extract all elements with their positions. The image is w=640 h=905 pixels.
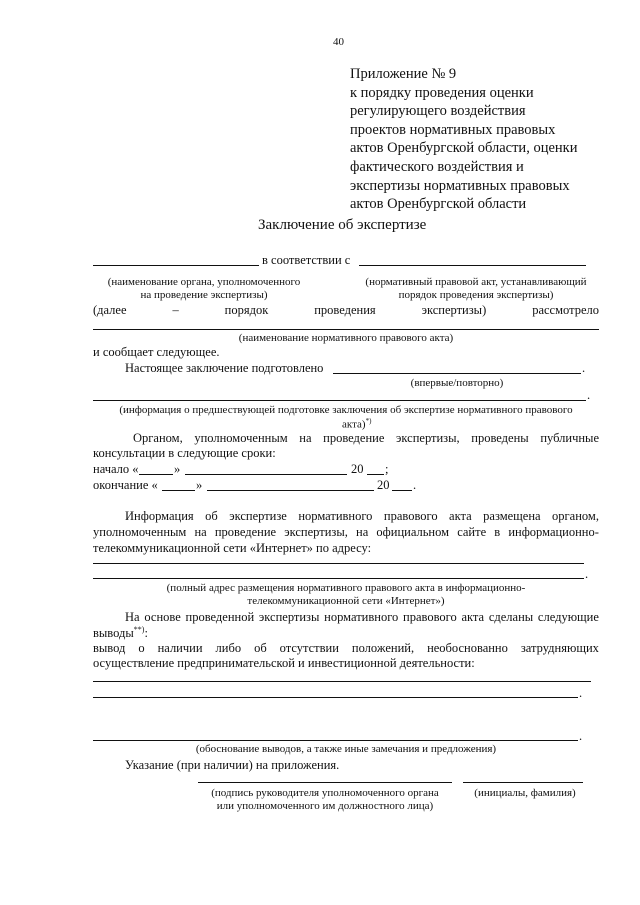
document-title: Заключение об экспертизе xyxy=(258,217,427,233)
prepared-label: Настоящее заключение подготовлено xyxy=(125,361,324,375)
word: уполномоченным xyxy=(194,431,288,445)
word: органом, xyxy=(552,509,599,523)
period: . xyxy=(413,478,417,492)
blank-first-repeat xyxy=(333,373,581,374)
caption-act-2: порядок проведения экспертизы) xyxy=(398,289,554,301)
word: акта xyxy=(449,509,472,523)
appendix-line: к порядку проведения оценки xyxy=(350,84,534,101)
blank-prev-info xyxy=(93,400,586,401)
word: проведения xyxy=(314,303,376,317)
word: об xyxy=(254,641,267,655)
caption-organ-2: на проведение экспертизы) xyxy=(140,289,268,301)
word: основе xyxy=(144,610,181,624)
blank-organ xyxy=(93,265,259,266)
quote-close: » xyxy=(174,462,181,476)
word: экспертизы, xyxy=(396,431,460,445)
caption-organ-1: (наименование органа, уполномоченного xyxy=(107,276,301,288)
appendix-line: Приложение № 9 xyxy=(350,66,457,82)
word: сайте xyxy=(457,525,487,539)
word: Информация xyxy=(125,509,194,523)
blank-finding-2 xyxy=(93,697,578,698)
consult-line-2: консультации в следующие сроки: xyxy=(93,446,276,460)
appendix-line: актов Оренбургской области, оценки xyxy=(350,140,578,157)
blank-start-year xyxy=(367,474,384,475)
finding-line-1 xyxy=(93,642,599,655)
start-year-prefix: 20 xyxy=(351,462,364,476)
word: официальном xyxy=(376,525,450,539)
blank-address-2 xyxy=(93,578,584,579)
colon: : xyxy=(144,626,148,641)
blank-finish-day xyxy=(162,490,195,491)
blank-finding-1 xyxy=(93,681,591,682)
blank-finish-month xyxy=(207,490,374,491)
word: рассмотрело xyxy=(532,303,599,317)
appendix-line: проектов нормативных правовых xyxy=(350,121,556,138)
attachments-text: Указание (при наличии) на приложения. xyxy=(125,758,340,772)
blank-start-month xyxy=(185,474,347,475)
blank-act-name xyxy=(93,329,599,330)
consult-line-1 xyxy=(133,432,599,445)
word: публичные xyxy=(540,431,599,445)
blank-regulation xyxy=(359,265,586,266)
word: об xyxy=(205,509,218,523)
word: на xyxy=(194,525,207,539)
appendix-line: регулирующего воздействия xyxy=(350,103,526,120)
appendix-line: экспертизы нормативных правовых xyxy=(350,177,570,194)
blank-signature xyxy=(198,782,452,783)
blank-initials xyxy=(463,782,583,783)
word: размещена xyxy=(483,509,541,523)
page-number: 40 xyxy=(333,36,344,48)
word: нормативного xyxy=(298,509,373,523)
word: Органом, xyxy=(133,431,183,445)
word: нормативного xyxy=(324,610,399,624)
word: акта xyxy=(461,610,485,624)
word: – xyxy=(172,303,179,317)
blank-address-1 xyxy=(93,563,584,564)
period: . xyxy=(585,567,589,581)
info-line-1 xyxy=(125,510,599,523)
start-label: начало « xyxy=(93,462,139,476)
blank-start-day xyxy=(139,474,173,475)
caption-initials: (инициалы, фамилия) xyxy=(474,787,576,799)
caption-prev-info-1: (информация о предшествующей подготовке заключения об экспертизе нормативного правового xyxy=(119,404,573,416)
caption-signature-2: или уполномоченного им должностного лица) xyxy=(216,800,434,812)
caption-signature-1: (подпись руководителя уполномоченного органа xyxy=(211,787,439,799)
word: экспертизы, xyxy=(284,525,348,539)
word: экспертизы) xyxy=(421,303,487,317)
info-line-3: телекоммуникационной сети «Интернет» по адресу: xyxy=(93,541,372,555)
info-line-2 xyxy=(93,526,599,539)
appendix-line: фактического воздействия и xyxy=(350,158,524,175)
caption-address-1: (полный адрес размещения нормативного правового акта в информационно- xyxy=(166,582,526,594)
quote-close: » xyxy=(196,478,203,492)
word: положений, xyxy=(351,641,415,655)
caption-prev-info-2 xyxy=(342,418,371,431)
word: экспертизе xyxy=(229,509,287,523)
word: уполномоченным xyxy=(93,525,187,539)
finish-year-prefix: 20 xyxy=(377,478,390,492)
word: в xyxy=(494,525,501,539)
conclusion-text: выводы xyxy=(93,626,134,641)
caption-first-repeat: (впервые/повторно) xyxy=(410,377,504,389)
caption-reasons: (обоснование выводов, а также иные замечания и предложения) xyxy=(195,743,497,755)
caption-text: акта) xyxy=(342,418,366,431)
period: . xyxy=(582,361,586,375)
word: правового xyxy=(383,509,438,523)
conclusion-line-1 xyxy=(125,611,599,624)
caption-act-name: (наименование нормативного правового акта) xyxy=(238,332,454,344)
word: проведение xyxy=(323,431,385,445)
conclusion-line-2 xyxy=(93,626,148,640)
word: проведенной xyxy=(185,610,255,624)
caption-address-2: телекоммуникационной сети «Интернет») xyxy=(247,595,445,607)
word: сделаны xyxy=(488,610,534,624)
finish-label: окончание « xyxy=(93,478,158,492)
word: на xyxy=(299,431,312,445)
further-line xyxy=(93,304,599,317)
footnote-mark: *) xyxy=(365,417,372,425)
word: необоснованно xyxy=(427,641,508,655)
reports-text: и сообщает следующее. xyxy=(93,345,220,359)
word: порядок xyxy=(224,303,269,317)
word: экспертизы xyxy=(258,610,320,624)
word: наличии xyxy=(157,641,203,655)
semicolon: ; xyxy=(385,462,389,476)
word: отсутствии xyxy=(279,641,339,655)
appendix-header xyxy=(350,65,577,214)
finding-line-2: осуществление предпринимательской и инвестиционной деятельности: xyxy=(93,656,475,670)
period: . xyxy=(579,729,583,743)
blank-reasons xyxy=(93,740,578,741)
word: правового xyxy=(403,610,457,624)
period: . xyxy=(587,388,591,402)
word: На xyxy=(125,610,140,624)
word: на xyxy=(356,525,369,539)
blank-finish-year xyxy=(392,490,412,491)
word: проведены xyxy=(471,431,529,445)
word: проведение xyxy=(214,525,277,539)
appendix-line: актов Оренбургской области xyxy=(350,196,527,213)
word: следующие xyxy=(537,610,599,624)
word: о xyxy=(138,641,145,655)
word: (далее xyxy=(93,303,127,317)
caption-act-1: (нормативный правовой акт, устанавливающий xyxy=(365,276,587,288)
footnote-mark: **) xyxy=(133,625,145,634)
period: . xyxy=(579,686,583,700)
word: либо xyxy=(215,641,242,655)
word: информационно- xyxy=(508,525,599,539)
word: вывод xyxy=(93,641,126,655)
word: затрудняющих xyxy=(520,641,599,655)
in-accordance-label: в соответствии с xyxy=(262,253,351,267)
